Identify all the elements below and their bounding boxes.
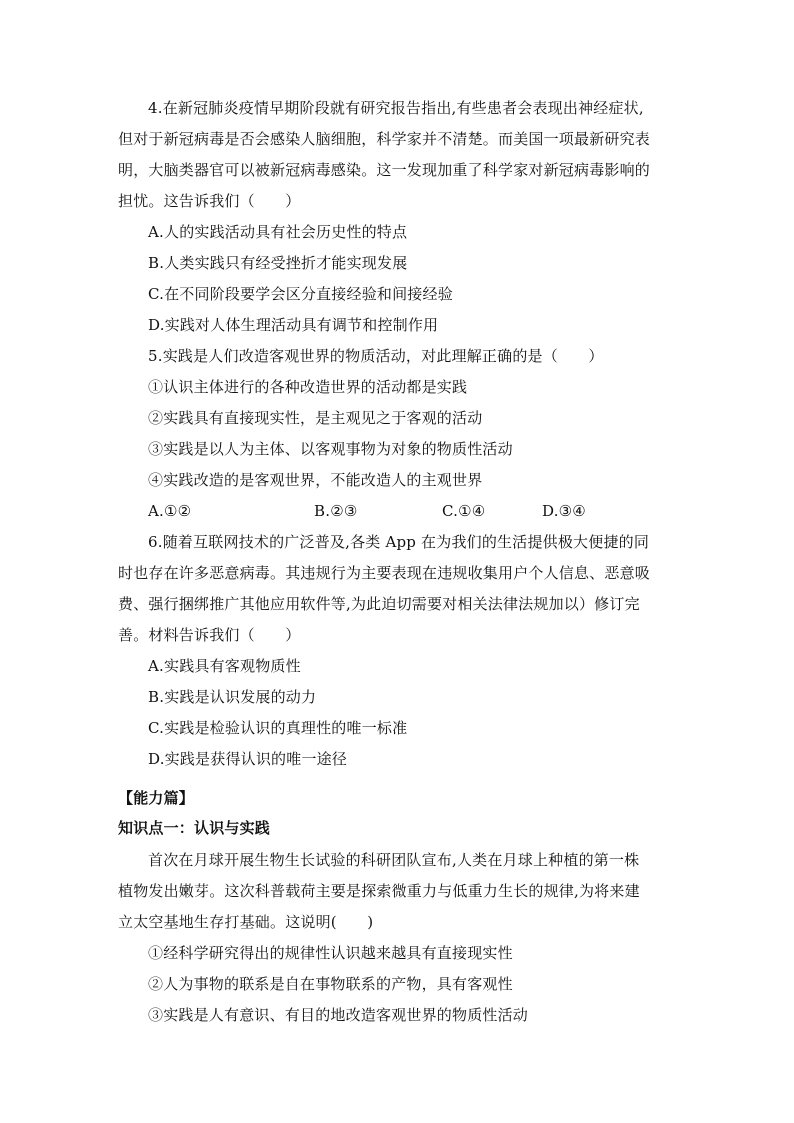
q4-option-a: A.人的实践活动具有社会历史性的特点 [148,223,408,241]
q5-statement-3: ③实践是以人为主体、以客观事物为对象的物质性活动 [148,440,513,458]
q4-stem-line-1: 4.在新冠肺炎疫情早期阶段就有研究报告指出,有些患者会表现出神经症状, [148,99,644,117]
q4-option-c: C.在不同阶段要学会区分直接经验和间接经验 [148,285,453,303]
q6-option-a: A.实践具有客观物质性 [148,657,301,675]
q5-option-c: C.①④ [442,502,486,520]
q4-stem-line-4: 担忧。这告诉我们（ ） [118,192,301,210]
q6-option-d: D.实践是获得认识的唯一途径 [148,750,348,768]
q6-stem-line-2: 时也存在许多恶意病毒。其违规行为主要表现在违规收集用户个人信息、恶意吸 [118,564,651,582]
q5-option-d: D.③④ [542,502,586,520]
q4-stem-line-3: 明，大脑类器官可以被新冠病毒感染。这一发现加重了科学家对新冠病毒影响的 [118,161,651,179]
section-heading: 【能力篇】 [118,789,195,807]
q7-statement-2: ②人为事物的联系是自在事物联系的产物，具有客观性 [148,975,513,993]
q6-option-c: C.实践是检验认识的真理性的唯一标准 [148,719,408,737]
q5-option-a: A.①② [148,502,192,520]
q6-stem-line-4: 善。材料告诉我们（ ） [118,626,301,644]
q7-statement-3: ③实践是人有意识、有目的地改造客观世界的物质性活动 [148,1006,529,1024]
q4-option-d: D.实践对人体生理活动具有调节和控制作用 [148,316,439,334]
q4-stem-line-2: 但对于新冠病毒是否会感染人脑细胞，科学家并不清楚。而美国一项最新研究表 [118,130,651,148]
q7-statement-1: ①经科学研究得出的规律性认识越来越具有直接现实性 [148,944,513,962]
q5-statement-4: ④实践改造的是客观世界，不能改造人的主观世界 [148,471,483,489]
q5-statement-2: ②实践具有直接现实性，是主观见之于客观的活动 [148,409,483,427]
q5-stem: 5.实践是人们改造客观世界的物质活动，对此理解正确的是（ ） [148,347,604,365]
q5-option-b: B.②③ [314,502,358,520]
q4-option-b: B.人类实践只有经受挫折才能实现发展 [148,254,408,272]
q7-stem-line-2: 植物发出嫩芽。这次科普载荷主要是探索微重力与低重力生长的规律,为将来建 [118,882,640,900]
q6-stem-line-3: 费、强行捆绑推广其他应用软件等,为此迫切需要对相关法律法规加以）修订完 [118,595,640,613]
q5-options-row [148,501,718,521]
q7-stem-line-1: 首次在月球开展生物生长试验的科研团队宣布,人类在月球上种植的第一株 [148,851,640,869]
q6-option-b: B.实践是认识发展的动力 [148,688,317,706]
q6-stem-line-1: 6.随着互联网技术的广泛普及,各类 App 在为我们的生活提供极大便捷的同 [148,533,650,551]
q7-stem-line-3: 立太空基地生存打基础。这说明( ) [118,913,374,931]
knowledge-point-heading: 知识点一：认识与实践 [118,819,271,837]
q5-statement-1: ①认识主体进行的各种改造世界的活动都是实践 [148,378,468,396]
